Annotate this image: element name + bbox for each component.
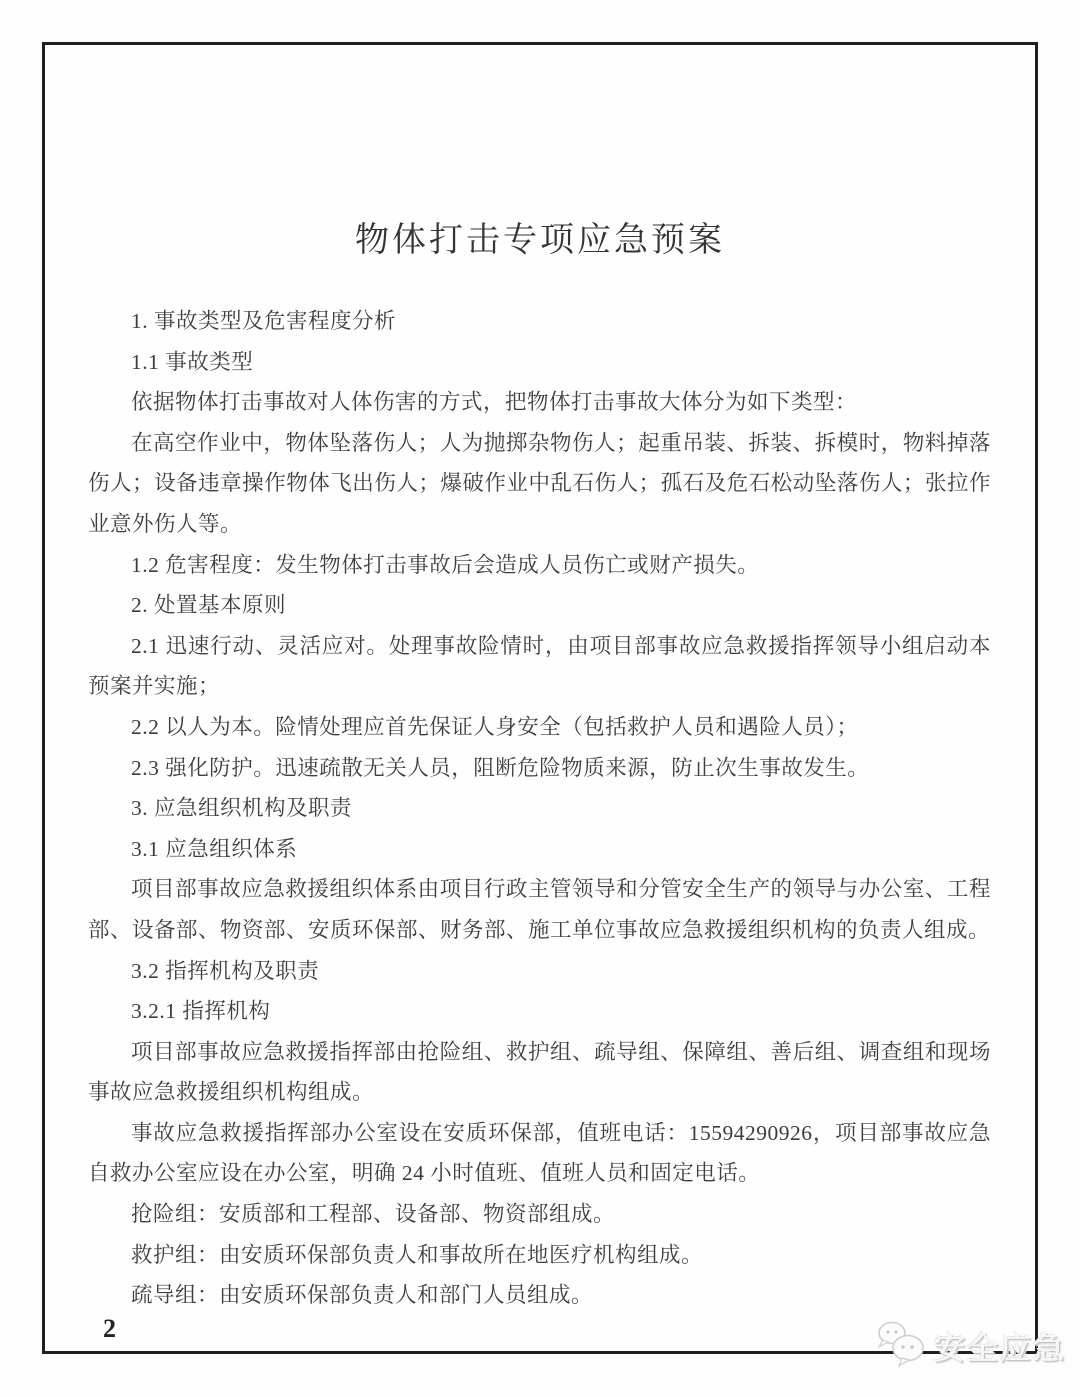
section-heading-3-1: 3.1 应急组织体系 bbox=[131, 836, 298, 861]
body-paragraph: 2.1 迅速行动、灵活应对。处理事故险情时，由项目部事故应急救援指挥领导小组启动本预案并实施； bbox=[88, 633, 991, 699]
section-heading-1-1: 1.1 事故类型 bbox=[131, 349, 254, 374]
page-border-frame bbox=[42, 42, 1038, 1354]
body-paragraph: 项目部事故应急救援组织体系由项目行政主管领导和分管安全生产的领导与办公室、工程部、设备部、物资部、安质环保部、财务部、施工单位事故应急救援组织机构的负责人组成。 bbox=[88, 877, 991, 942]
section-heading-3-2-1: 3.2.1 指挥机构 bbox=[131, 999, 271, 1024]
watermark-text: 安全应急 bbox=[934, 1330, 1066, 1366]
section-heading-3-2: 3.2 指挥机构及职责 bbox=[131, 958, 320, 983]
section-heading-1: 1. 事故类型及危害程度分析 bbox=[131, 309, 397, 333]
body-paragraph: 抢险组：安质部和工程部、设备部、物资部组成。 bbox=[131, 1202, 616, 1227]
document-title: 物体打击专项应急预案 bbox=[355, 222, 725, 259]
document-body bbox=[45, 301, 1035, 1316]
body-paragraph: 救护组：由安质环保部负责人和事故所在地医疗机构组成。 bbox=[131, 1242, 704, 1267]
body-paragraph: 在高空作业中，物体坠落伤人；人为抛掷杂物伤人；起重吊装、拆装、拆模时，物料掉落伤人；设备违章操作物体飞出伤人；爆破作业中乱石伤人；孤石及危石松动坠落伤人；张拉作业意外伤人等。 bbox=[88, 430, 991, 536]
section-heading-1-2: 1.2 危害程度：发生物体打击事故后会造成人员伤亡或财产损失。 bbox=[131, 552, 760, 577]
body-paragraph: 项目部事故应急救援指挥部由抢险组、救护组、疏导组、保障组、善后组、调查组和现场事故应急救援组织机构组成。 bbox=[88, 1039, 991, 1105]
section-heading-2: 2. 处置基本原则 bbox=[131, 593, 287, 618]
body-paragraph: 疏导组：由安质环保部负责人和部门人员组成。 bbox=[131, 1283, 594, 1308]
watermark bbox=[872, 1320, 1066, 1370]
body-paragraph: 依据物体打击事故对人体伤害的方式，把物体打击事故大体分为如下类型： bbox=[131, 390, 858, 415]
wechat-chat-bubbles-icon bbox=[872, 1320, 930, 1370]
section-heading-3: 3. 应急组织机构及职责 bbox=[131, 796, 353, 821]
body-paragraph: 2.3 强化防护。迅速疏散无关人员，阻断危险物质来源，防止次生事故发生。 bbox=[131, 755, 870, 780]
page-number: 2 bbox=[103, 1314, 116, 1343]
body-paragraph: 2.2 以人为本。险情处理应首先保证人身安全（包括救护人员和遇险人员）； bbox=[131, 714, 859, 739]
body-paragraph: 事故应急救援指挥部办公室设在安质环保部，值班电话：15594290926，项目部事故应急自救办公室应设在办公室，明确 24 小时值班、值班人员和固定电话。 bbox=[88, 1120, 991, 1186]
